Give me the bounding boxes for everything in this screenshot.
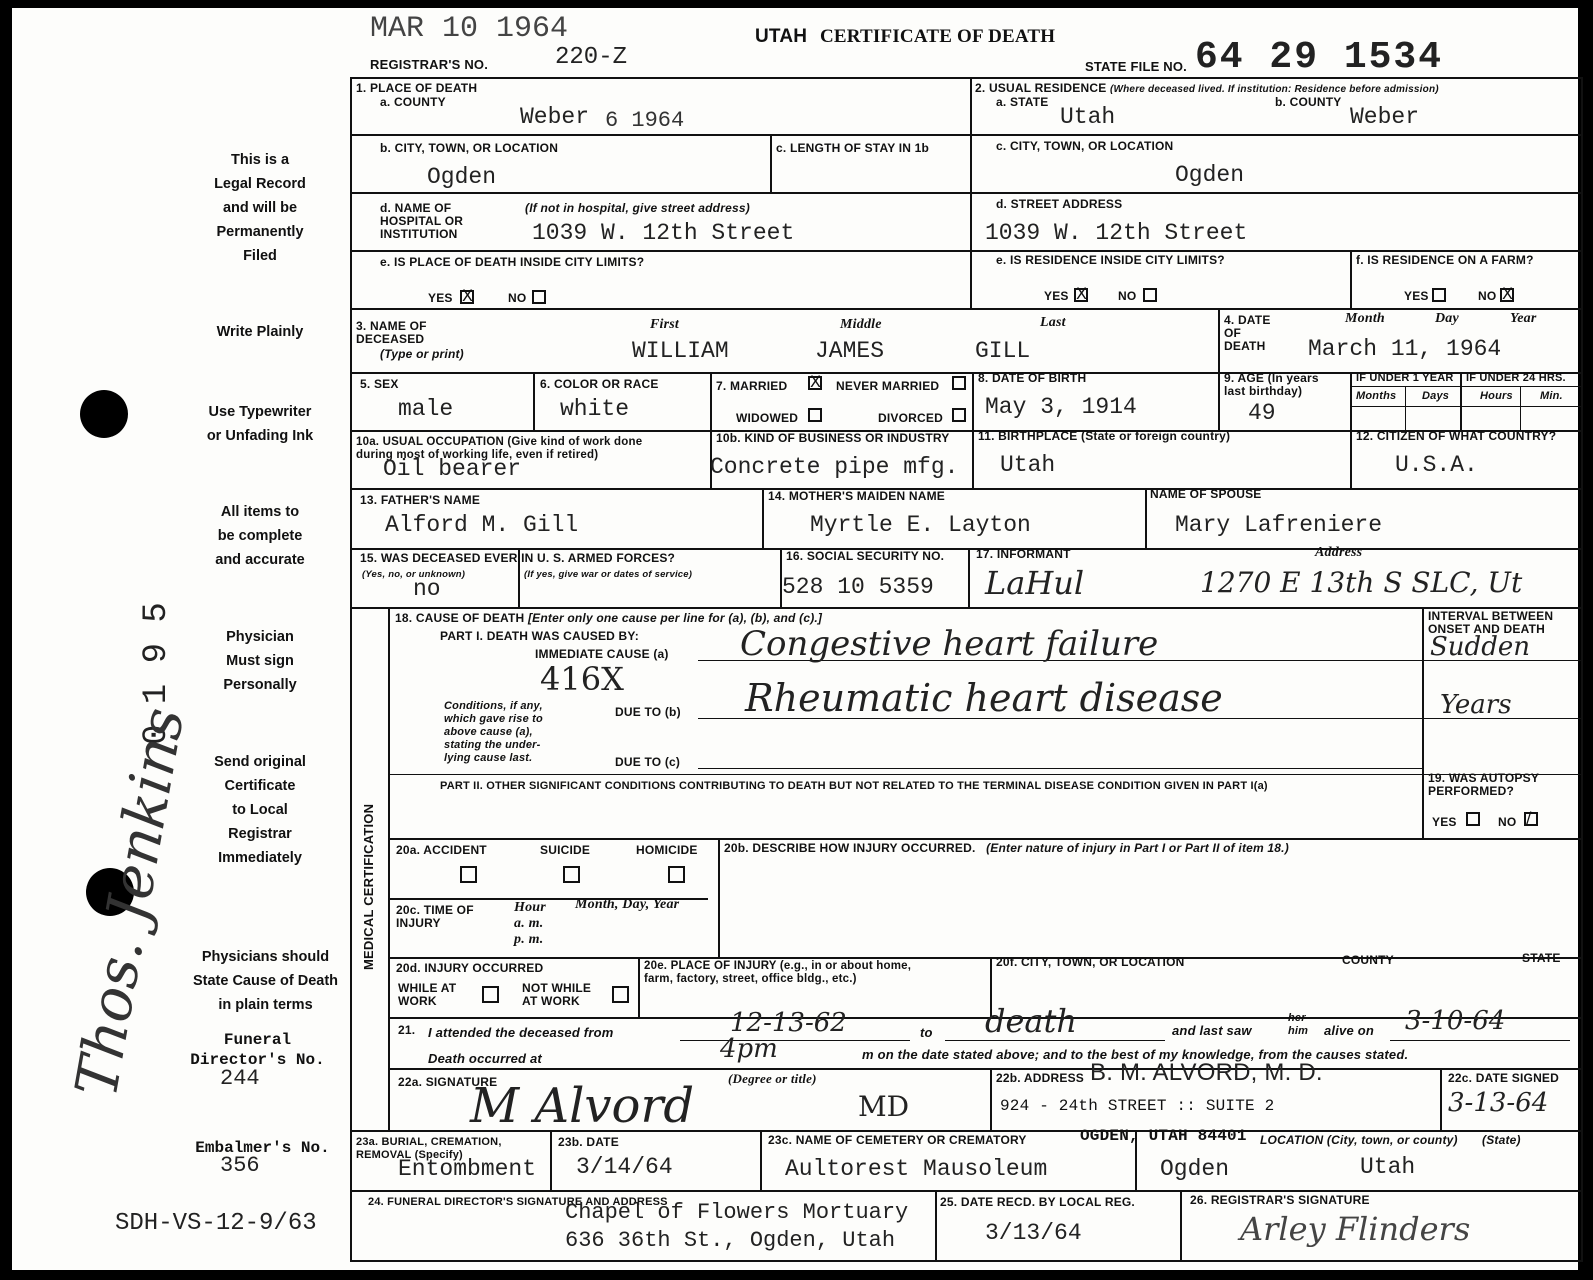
deceased-first-name: WILLIAM [632, 338, 729, 364]
occupation-value: Oil bearer [383, 456, 522, 482]
business-label: 10b. KIND OF BUSINESS OR INDUSTRY [716, 431, 950, 445]
death-occurred-text: Death occurred at [428, 1051, 542, 1066]
widowed-label: WIDOWED [736, 411, 799, 425]
residence-inside-city-label: e. IS RESIDENCE INSIDE CITY LIMITS? [996, 253, 1225, 267]
day-label: Day [1435, 311, 1459, 326]
mother-label: 14. MOTHER'S MAIDEN NAME [768, 489, 946, 503]
residence-inside-yes-label: YES [1044, 289, 1069, 303]
due-to-b-value: Rheumatic heart disease [745, 676, 1223, 720]
death-city-label: b. CITY, TOWN, OR LOCATION [380, 141, 559, 155]
sidebar-note-physician-sign: Physician Must sign Personally [223, 629, 297, 693]
funeral-director-label: 24. FUNERAL DIRECTOR'S SIGNATURE AND ADDRESS [368, 1196, 668, 1208]
residence-label: 2. USUAL RESIDENCE (Where deceased lived. If institution: Residence before admission) [975, 81, 1439, 95]
conditions-note: Conditions, if any, which gave rise to above cause (a), stating the under- lying cause last. [444, 700, 543, 764]
cemetery-label: 23c. NAME OF CEMETERY OR CREMATORY [768, 1133, 1027, 1147]
divorced-checkbox[interactable] [952, 408, 966, 422]
residence-inside-yes-checkbox[interactable]: X [1076, 284, 1087, 303]
sex-value: male [398, 396, 454, 422]
alive-on-value: 3-10-64 [1405, 1006, 1506, 1036]
farm-no-label: NO [1478, 289, 1497, 303]
deceased-middle-name: JAMES [815, 338, 885, 364]
interval-label: INTERVAL BETWEEN ONSET AND DEATH [1428, 609, 1554, 636]
middle-label: Middle [840, 317, 882, 332]
death-time-value: 4pm [720, 1034, 778, 1064]
residence-city-label: c. CITY, TOWN, OR LOCATION [996, 139, 1174, 153]
punch-hole-top [80, 390, 128, 438]
sidebar-note-send-original: Send original Certificate to Local Registrar Immediately [214, 754, 306, 866]
immediate-cause-label: IMMEDIATE CAUSE (a) [535, 647, 669, 661]
due-to-b-label: DUE TO (b) [615, 705, 681, 719]
farm-yes-label: YES [1404, 289, 1429, 303]
mdy-label: Month, Day, Year [575, 897, 680, 912]
place-of-injury-label: 20e. PLACE OF INJURY (e.g., in or about home, farm, factory, street, office bldg., etc.) [644, 960, 912, 985]
hour-label: Hour a. m. p. m. [514, 900, 546, 947]
date-of-death-label: 4. DATE OF DEATH [1224, 313, 1271, 353]
months-label: Months [1356, 390, 1397, 402]
not-while-at-work-label: NOT WHILE AT WORK [522, 981, 592, 1008]
part-2-label: PART II. OTHER SIGNIFICANT CONDITIONS CONTRIBUTING TO DEATH BUT NOT RELATED TO THE TERMINAL DISEASE CONDITION GIVEN IN PART I(a) [440, 780, 1268, 792]
informant-address-label: Address [1315, 545, 1363, 560]
hours-label: Hours [1480, 390, 1513, 402]
death-city-value: Ogden [427, 164, 497, 190]
part-1-label: PART I. DEATH WAS CAUSED BY: [440, 629, 639, 643]
hospital-hint: (If not in hospital, give street address) [525, 201, 750, 215]
residence-county-value: Weber [1350, 104, 1420, 130]
injury-state-label: STATE [1522, 951, 1561, 965]
funeral-line-1: Chapel of Flowers Mortuary [565, 1200, 909, 1225]
spouse-label: NAME OF SPOUSE [1150, 487, 1262, 501]
informant-address-value: 1270 E 13th S SLC, Ut [1200, 566, 1523, 599]
residence-inside-no-label: NO [1118, 289, 1137, 303]
married-checkbox[interactable]: X [810, 372, 821, 391]
autopsy-yes-checkbox[interactable] [1466, 812, 1480, 826]
death-county-overstamp: 6 1964 [605, 108, 685, 133]
armed-forces-label: 15. WAS DECEASED EVER IN U. S. ARMED FORCES? [360, 551, 676, 565]
last-label: Last [1040, 315, 1066, 330]
never-married-checkbox[interactable] [952, 376, 966, 390]
min-label: Min. [1540, 390, 1563, 402]
length-of-stay-label: c. LENGTH OF STAY IN 1b [776, 141, 930, 155]
race-label: 6. COLOR OR RACE [540, 377, 659, 391]
interval-a-value: Sudden [1430, 632, 1530, 662]
degree-label: (Degree or title) [728, 1071, 817, 1086]
residence-city-value: Ogden [1175, 162, 1245, 188]
burial-label: 23a. BURIAL, CREMATION, REMOVAL (Specify) [356, 1136, 502, 1161]
date-of-death-value: March 11, 1964 [1308, 336, 1502, 362]
death-inside-no-label: NO [508, 291, 527, 305]
age-label: 9. AGE (In years last birthday) [1224, 371, 1319, 398]
birthplace-label: 11. BIRTHPLACE (State or foreign country) [978, 429, 1231, 443]
armed-forces-value: no [413, 576, 441, 602]
death-inside-no-checkbox[interactable] [532, 290, 546, 304]
physician-degree: MD [858, 1090, 910, 1123]
margin-number: 0 1 9 5 [138, 602, 176, 745]
armed-hint-1: (Yes, no, or unknown) [362, 569, 466, 580]
suicide-label: SUICIDE [540, 843, 591, 857]
mother-value: Myrtle E. Layton [810, 512, 1031, 538]
days-label: Days [1422, 390, 1450, 402]
age-value: 49 [1248, 400, 1276, 426]
death-inside-yes-label: YES [428, 291, 453, 305]
deceased-name-label: 3. NAME OF DECEASED [356, 319, 427, 346]
injury-occurred-label: 20d. INJURY OCCURRED [396, 961, 544, 975]
cause-code: 416X [540, 660, 624, 698]
last-saw-text: and last saw [1172, 1023, 1252, 1038]
sidebar-note-cause-plain: Physicians should State Cause of Death in plain terms [192, 949, 339, 1013]
embalmer-no: 356 [220, 1153, 260, 1178]
hospital-value: 1039 W. 12th Street [532, 220, 795, 246]
autopsy-no-checkbox[interactable]: / [1524, 812, 1538, 826]
while-at-work-checkbox[interactable] [482, 986, 499, 1003]
burial-date-label: 23b. DATE [558, 1135, 619, 1149]
date-received-label: 25. DATE RECD. BY LOCAL REG. [940, 1195, 1135, 1209]
sidebar-note-typewriter: Use Typewriter or Unfading Ink [206, 404, 314, 444]
burial-state-label: (State) [1482, 1133, 1521, 1147]
spouse-value: Mary Lafreniere [1175, 512, 1383, 538]
under-1-year-label: IF UNDER 1 YEAR [1356, 372, 1454, 384]
state-file-number: 64 29 1534 [1195, 36, 1444, 79]
sidebar-note-complete: All items to be complete and accurate [215, 504, 305, 568]
residence-inside-no-checkbox[interactable] [1143, 288, 1157, 302]
date-signed-value: 3-13-64 [1448, 1088, 1549, 1118]
injury-how-label: 20b. DESCRIBE HOW INJURY OCCURRED. (Enter nature of injury in Part I or Part II of item 18.) [724, 841, 1289, 855]
certificate-title-prefix: UTAH [755, 26, 808, 47]
hospital-label: d. NAME OF HOSPITAL OR INSTITUTION [380, 201, 464, 241]
registrar-no-label: REGISTRAR'S NO. [370, 57, 489, 72]
occupation-label: 10a. USUAL OCCUPATION (Give kind of work done during most of working life, even if retired) [356, 436, 643, 461]
death-county-label: a. COUNTY [380, 95, 446, 109]
injury-city-label: 20f. CITY, TOWN, OR LOCATION [996, 955, 1185, 969]
physician-address-stamp: 924 - 24th STREET :: SUITE 2 [1000, 1097, 1275, 1115]
state-file-label: STATE FILE NO. [1085, 59, 1187, 74]
burial-state-value: Utah [1360, 1154, 1416, 1180]
interval-b-value: Years [1440, 690, 1512, 720]
race-value: white [560, 396, 630, 422]
immediate-cause-value: Congestive heart failure [740, 624, 1159, 664]
her-him-text: her him [1288, 1012, 1309, 1037]
informant-label: 17. INFORMANT [976, 547, 1071, 561]
birth-date-value: May 3, 1914 [985, 394, 1137, 420]
homicide-checkbox[interactable] [668, 866, 685, 883]
autopsy-yes-label: YES [1432, 815, 1457, 829]
medical-certification-vertical-label: MEDICAL CERTIFICATION [361, 803, 376, 970]
residence-county-label: b. COUNTY [1275, 95, 1342, 109]
death-inside-yes-checkbox[interactable]: X [462, 286, 473, 305]
margin-signature: Thos. Jenkins [62, 702, 198, 1102]
funeral-director-no: 244 [220, 1066, 260, 1091]
physician-signature: M Alvord [470, 1078, 695, 1134]
homicide-label: HOMICIDE [636, 843, 698, 857]
first-label: First [650, 317, 680, 332]
divorced-label: DIVORCED [878, 411, 943, 425]
never-married-label: NEVER MARRIED [836, 379, 940, 393]
signature-label: 22a. SIGNATURE [398, 1075, 498, 1089]
place-of-death-label: 1. PLACE OF DEATH [356, 81, 478, 95]
attended-text: I attended the deceased from [428, 1025, 614, 1040]
ssn-label: 16. SOCIAL SECURITY NO. [786, 549, 945, 563]
citizen-label: 12. CITIZEN OF WHAT COUNTRY? [1356, 429, 1557, 443]
accident-checkbox[interactable] [460, 866, 477, 883]
form-code: SDH-VS-12-9/63 [115, 1210, 317, 1237]
residence-street-label: d. STREET ADDRESS [996, 197, 1123, 211]
birth-date-label: 8. DATE OF BIRTH [978, 371, 1087, 385]
attendance-item-label: 21. [398, 1023, 416, 1037]
business-value: Concrete pipe mfg. [710, 454, 959, 480]
death-occurred-rest: m on the date stated above; and to the best of my knowledge, from the causes stated. [862, 1047, 1409, 1062]
location-label: LOCATION (City, town, or county) [1260, 1133, 1458, 1147]
physician-address-label: 22b. ADDRESS [996, 1071, 1084, 1085]
married-label: 7. MARRIED [716, 379, 788, 393]
burial-city-value: Ogden [1160, 1156, 1230, 1182]
birthplace-value: Utah [1000, 452, 1056, 478]
registrar-signature: Arley Flinders [1240, 1210, 1471, 1248]
burial-date-value: 3/14/64 [576, 1154, 673, 1180]
citizen-value: U.S.A. [1395, 452, 1478, 478]
cemetery-value: Aultorest Mausoleum [785, 1156, 1048, 1182]
month-label: Month [1345, 311, 1385, 326]
sidebar-note-write-plainly: Write Plainly [216, 324, 304, 340]
suicide-checkbox[interactable] [563, 866, 580, 883]
deceased-last-name: GILL [975, 338, 1031, 364]
under-24-hrs-label: IF UNDER 24 HRS. [1466, 372, 1566, 384]
injury-county-label: COUNTY [1342, 953, 1394, 967]
embalmer-no-label: Embalmer's No. [195, 1139, 330, 1157]
attended-from-value: 12-13-62 [730, 1008, 847, 1038]
residence-state-value: Utah [1060, 104, 1116, 130]
registrar-signature-label: 26. REGISTRAR'S SIGNATURE [1190, 1193, 1370, 1207]
date-signed-label: 22c. DATE SIGNED [1448, 1071, 1560, 1085]
autopsy-no-label: NO [1498, 815, 1517, 829]
injury-time-label: 20c. TIME OF INJURY [396, 903, 474, 930]
to-text: to [920, 1025, 933, 1040]
while-at-work-label: WHILE AT WORK [398, 981, 457, 1008]
physician-name-stamp: B. M. ALVORD, M. D. [1090, 1059, 1323, 1086]
father-label: 13. FATHER'S NAME [360, 493, 481, 507]
ssn-value: 528 10 5359 [782, 574, 934, 600]
deceased-name-hint: (Type or print) [380, 347, 464, 361]
received-stamp-date: MAR 10 1964 [370, 12, 569, 46]
father-value: Alford M. Gill [385, 512, 579, 538]
attended-to-value: death [985, 1002, 1077, 1040]
sidebar-note-legal-record: This is a Legal Record and will be Permanently Filed [214, 152, 306, 264]
cause-of-death-label: 18. CAUSE OF DEATH [Enter only one cause per line for (a), (b), and (c).] [395, 611, 823, 625]
funeral-director-no-label: Funeral Director's No. [190, 1031, 325, 1069]
year-label: Year [1510, 311, 1537, 326]
not-while-at-work-checkbox[interactable] [612, 986, 629, 1003]
alive-on-text: alive on [1324, 1023, 1375, 1038]
armed-hint-2: (If yes, give war or dates of service) [524, 569, 693, 580]
residence-street-value: 1039 W. 12th Street [985, 220, 1248, 246]
informant-value: LaHul [985, 564, 1085, 602]
registrar-no-value: 220-Z [555, 44, 628, 71]
death-county-value: Weber [520, 104, 590, 130]
sex-label: 5. SEX [360, 377, 399, 391]
accident-label: 20a. ACCIDENT [396, 843, 487, 857]
physician-city-stamp: OGDEN, UTAH 84401 [1080, 1127, 1247, 1145]
certificate-title: CERTIFICATE OF DEATH [820, 26, 1056, 47]
date-received-value: 3/13/64 [985, 1220, 1082, 1246]
funeral-line-2: 636 36th St., Ogden, Utah [565, 1228, 896, 1253]
autopsy-label: 19. WAS AUTOPSY PERFORMED? [1428, 771, 1540, 798]
death-inside-city-label: e. IS PLACE OF DEATH INSIDE CITY LIMITS? [380, 255, 645, 269]
due-to-c-label: DUE TO (c) [615, 755, 681, 769]
burial-value: Entombment [398, 1156, 537, 1182]
widowed-checkbox[interactable] [808, 408, 822, 422]
farm-label: f. IS RESIDENCE ON A FARM? [1356, 253, 1534, 267]
farm-yes-checkbox[interactable] [1432, 288, 1446, 302]
residence-state-label: a. STATE [996, 95, 1049, 109]
farm-no-checkbox[interactable]: X [1502, 284, 1513, 303]
